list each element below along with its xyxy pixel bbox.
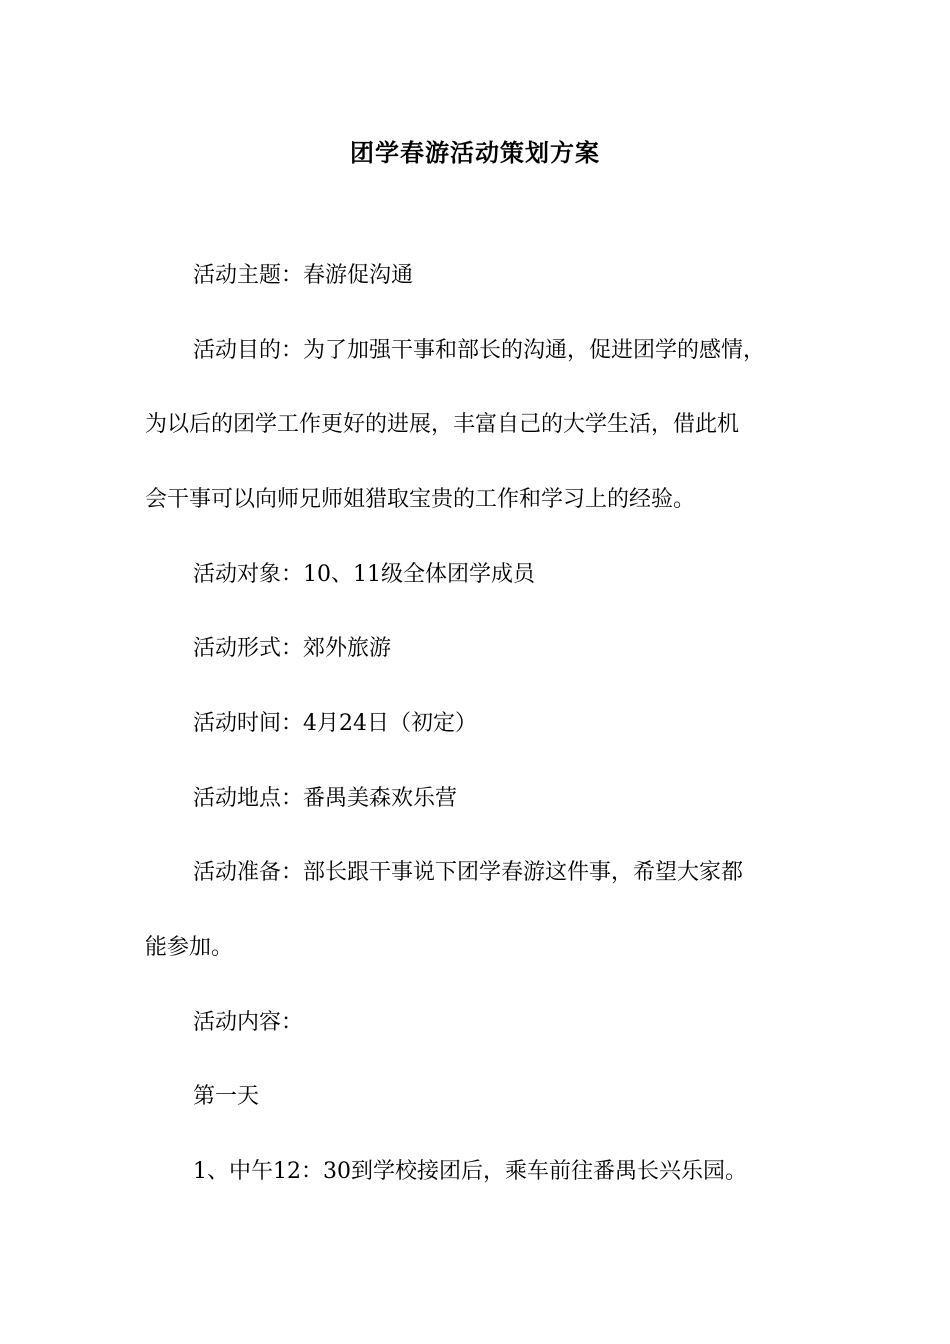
day-one-heading: 第一天 [193,1084,260,1109]
activity-content-heading: 活动内容： [193,1010,304,1035]
activity-audience-line: 活动对象：10、11级全体团学成员 [193,562,535,587]
activity-time-line: 活动时间：4月24日（初定） [193,711,477,736]
activity-location-line: 活动地点：番禺美森欢乐营 [193,786,458,811]
activity-form-line: 活动形式：郊外旅游 [193,636,392,661]
activity-preparation-continued-line: 能参加。 [145,935,234,960]
activity-purpose-continued-line: 为以后的团学工作更好的进展，丰富自己的大学生活，借此机 [145,412,740,437]
schedule-item-1: 1、中午12：30到学校接团后，乘车前往番禺长兴乐园。 [193,1159,747,1184]
activity-purpose-line: 活动目的：为了加强干事和部长的沟通，促进团学的感情， [193,338,766,363]
activity-purpose-continued-line-2: 会干事可以向师兄师姐猎取宝贵的工作和学习上的经验。 [145,487,696,512]
document-title: 团学春游活动策划方案 [350,138,600,167]
activity-theme-line: 活动主题：春游促沟通 [193,263,414,288]
activity-preparation-line: 活动准备：部长跟干事说下团学春游这件事，希望大家都 [193,860,744,885]
